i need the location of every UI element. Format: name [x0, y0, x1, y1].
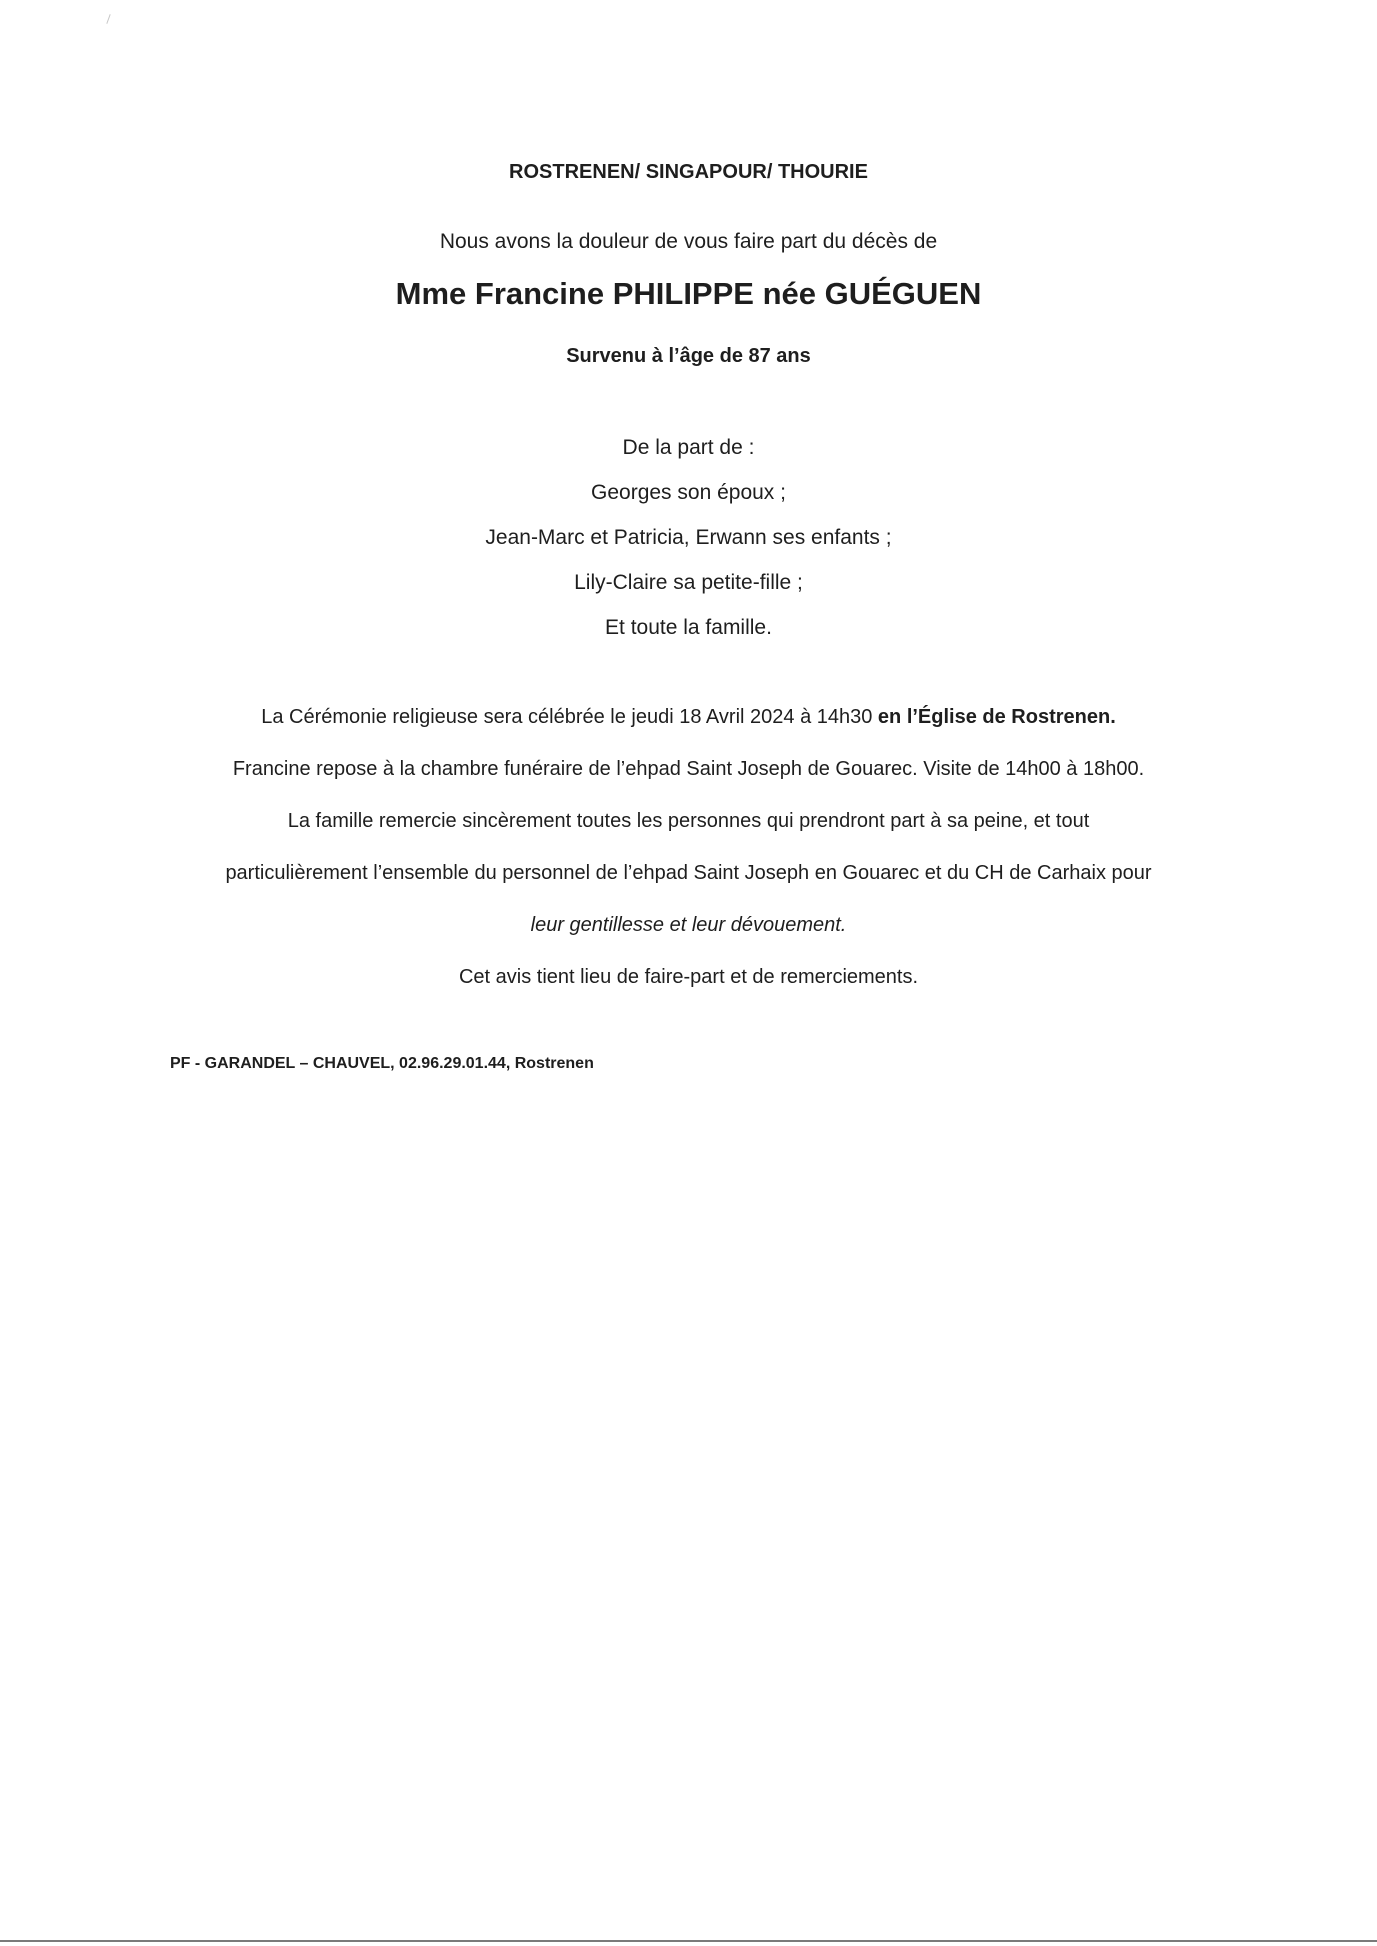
locations-header: ROSTRENEN/ SINGAPOUR/ THOURIE — [509, 161, 868, 183]
bottom-scan-edge — [0, 1940, 1377, 1942]
family-member: Lily-Claire sa petite-fille ; — [574, 571, 803, 594]
ceremony-line — [0, 706, 1377, 729]
family-member: Georges son époux ; — [591, 481, 786, 504]
age-line: Survenu à l’âge de 87 ans — [566, 345, 811, 367]
ceremony-text: La Cérémonie religieuse sera célébrée le jeudi 18 Avril 2024 à 14h30 — [261, 706, 878, 728]
ceremony-place: en l’Église de Rostrenen. — [877, 706, 1116, 728]
intro-text: Nous avons la douleur de vous faire part du décès de — [439, 230, 938, 253]
funeral-home-footer: PF - GARANDEL – CHAUVEL, 02.96.29.01.44, Rostrenen — [170, 1055, 594, 1072]
scan-speck — [106, 14, 110, 24]
closing-line: Cet avis tient lieu de faire-part et de remerciements. — [458, 966, 919, 988]
family-member: Et toute la famille. — [605, 616, 772, 639]
rest-line: Francine repose à la chambre funéraire de l’ehpad Saint Joseph de Gouarec. Visite de 14h00 à 18h00. — [232, 758, 1145, 780]
thanks-line-2: particulièrement l’ensemble du personnel de l’ehpad Saint Joseph en Gouarec et du CH de Carhaix pour — [225, 862, 1152, 884]
thanks-line-3: leur gentillesse et leur dévouement. — [530, 914, 847, 936]
family-heading: De la part de : — [622, 436, 755, 459]
deceased-name: Mme Francine PHILIPPE née GUÉGUEN — [395, 276, 982, 311]
family-member: Jean-Marc et Patricia, Erwann ses enfants ; — [485, 526, 892, 549]
thanks-line-1: La famille remercie sincèrement toutes les personnes qui prendront part à sa peine, et tout — [287, 810, 1090, 832]
